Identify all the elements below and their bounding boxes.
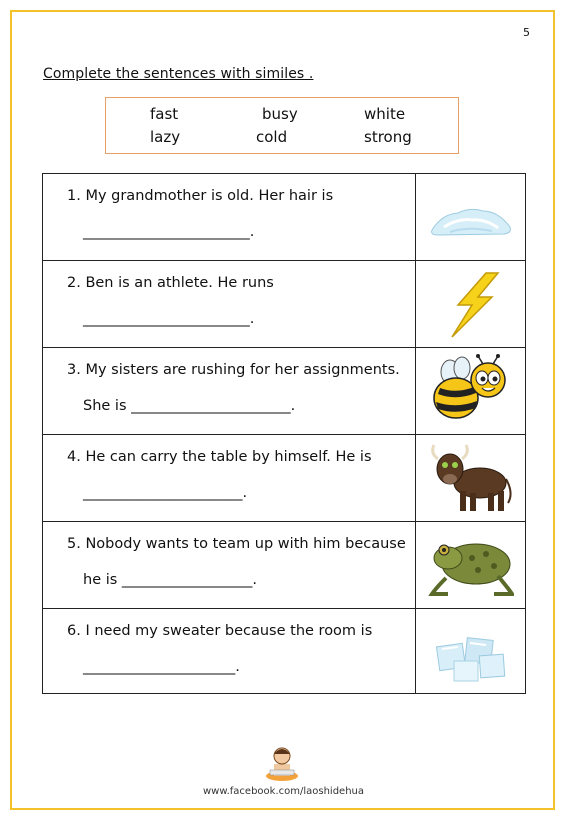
question-row [43,522,525,609]
question-text: 1. My grandmother is old. Her hair is [67,188,334,204]
answer-blank[interactable]: _______________________. [83,224,255,240]
lightning-bolt-icon [428,267,514,341]
bee-icon [428,354,514,428]
question-text: 5. Nobody wants to team up with him because [67,536,406,552]
question-row [43,261,525,348]
question-row [43,609,525,693]
word-bank-item: lazy [150,128,181,146]
question-text: 3. My sisters are rushing for her assignments. [67,362,400,378]
word-bank-item: cold [256,128,288,146]
ice-cubes-icon [428,615,514,689]
question-text: 6. I need my sweater because the room is [67,623,373,639]
word-bank-item: strong [364,128,412,146]
snow-heap-icon [428,180,514,254]
question-row [43,174,525,261]
toad-icon [428,528,514,602]
word-bank-item: busy [262,105,298,123]
page-number: 5 [523,26,530,39]
answer-blank[interactable]: She is ______________________. [83,398,296,414]
word-bank-item: white [364,105,406,123]
word-bank-item: fast [150,105,179,123]
answer-blank[interactable]: ______________________. [83,485,248,501]
question-row [43,435,525,522]
ox-icon [428,441,514,515]
question-row [43,348,525,435]
exercise-table [42,173,526,694]
footer-url: www.facebook.com/laoshidehua [202,786,365,797]
question-text: 2. Ben is an athlete. He runs [67,275,274,291]
instruction-heading: Complete the sentences with similes . [43,66,314,82]
question-text: 4. He can carry the table by himself. He is [67,449,372,465]
answer-blank[interactable]: _____________________. [83,659,240,675]
answer-blank[interactable]: _______________________. [83,311,255,327]
teacher-logo-icon [262,742,302,782]
answer-blank[interactable]: he is __________________. [83,572,258,588]
word-bank [105,97,459,154]
